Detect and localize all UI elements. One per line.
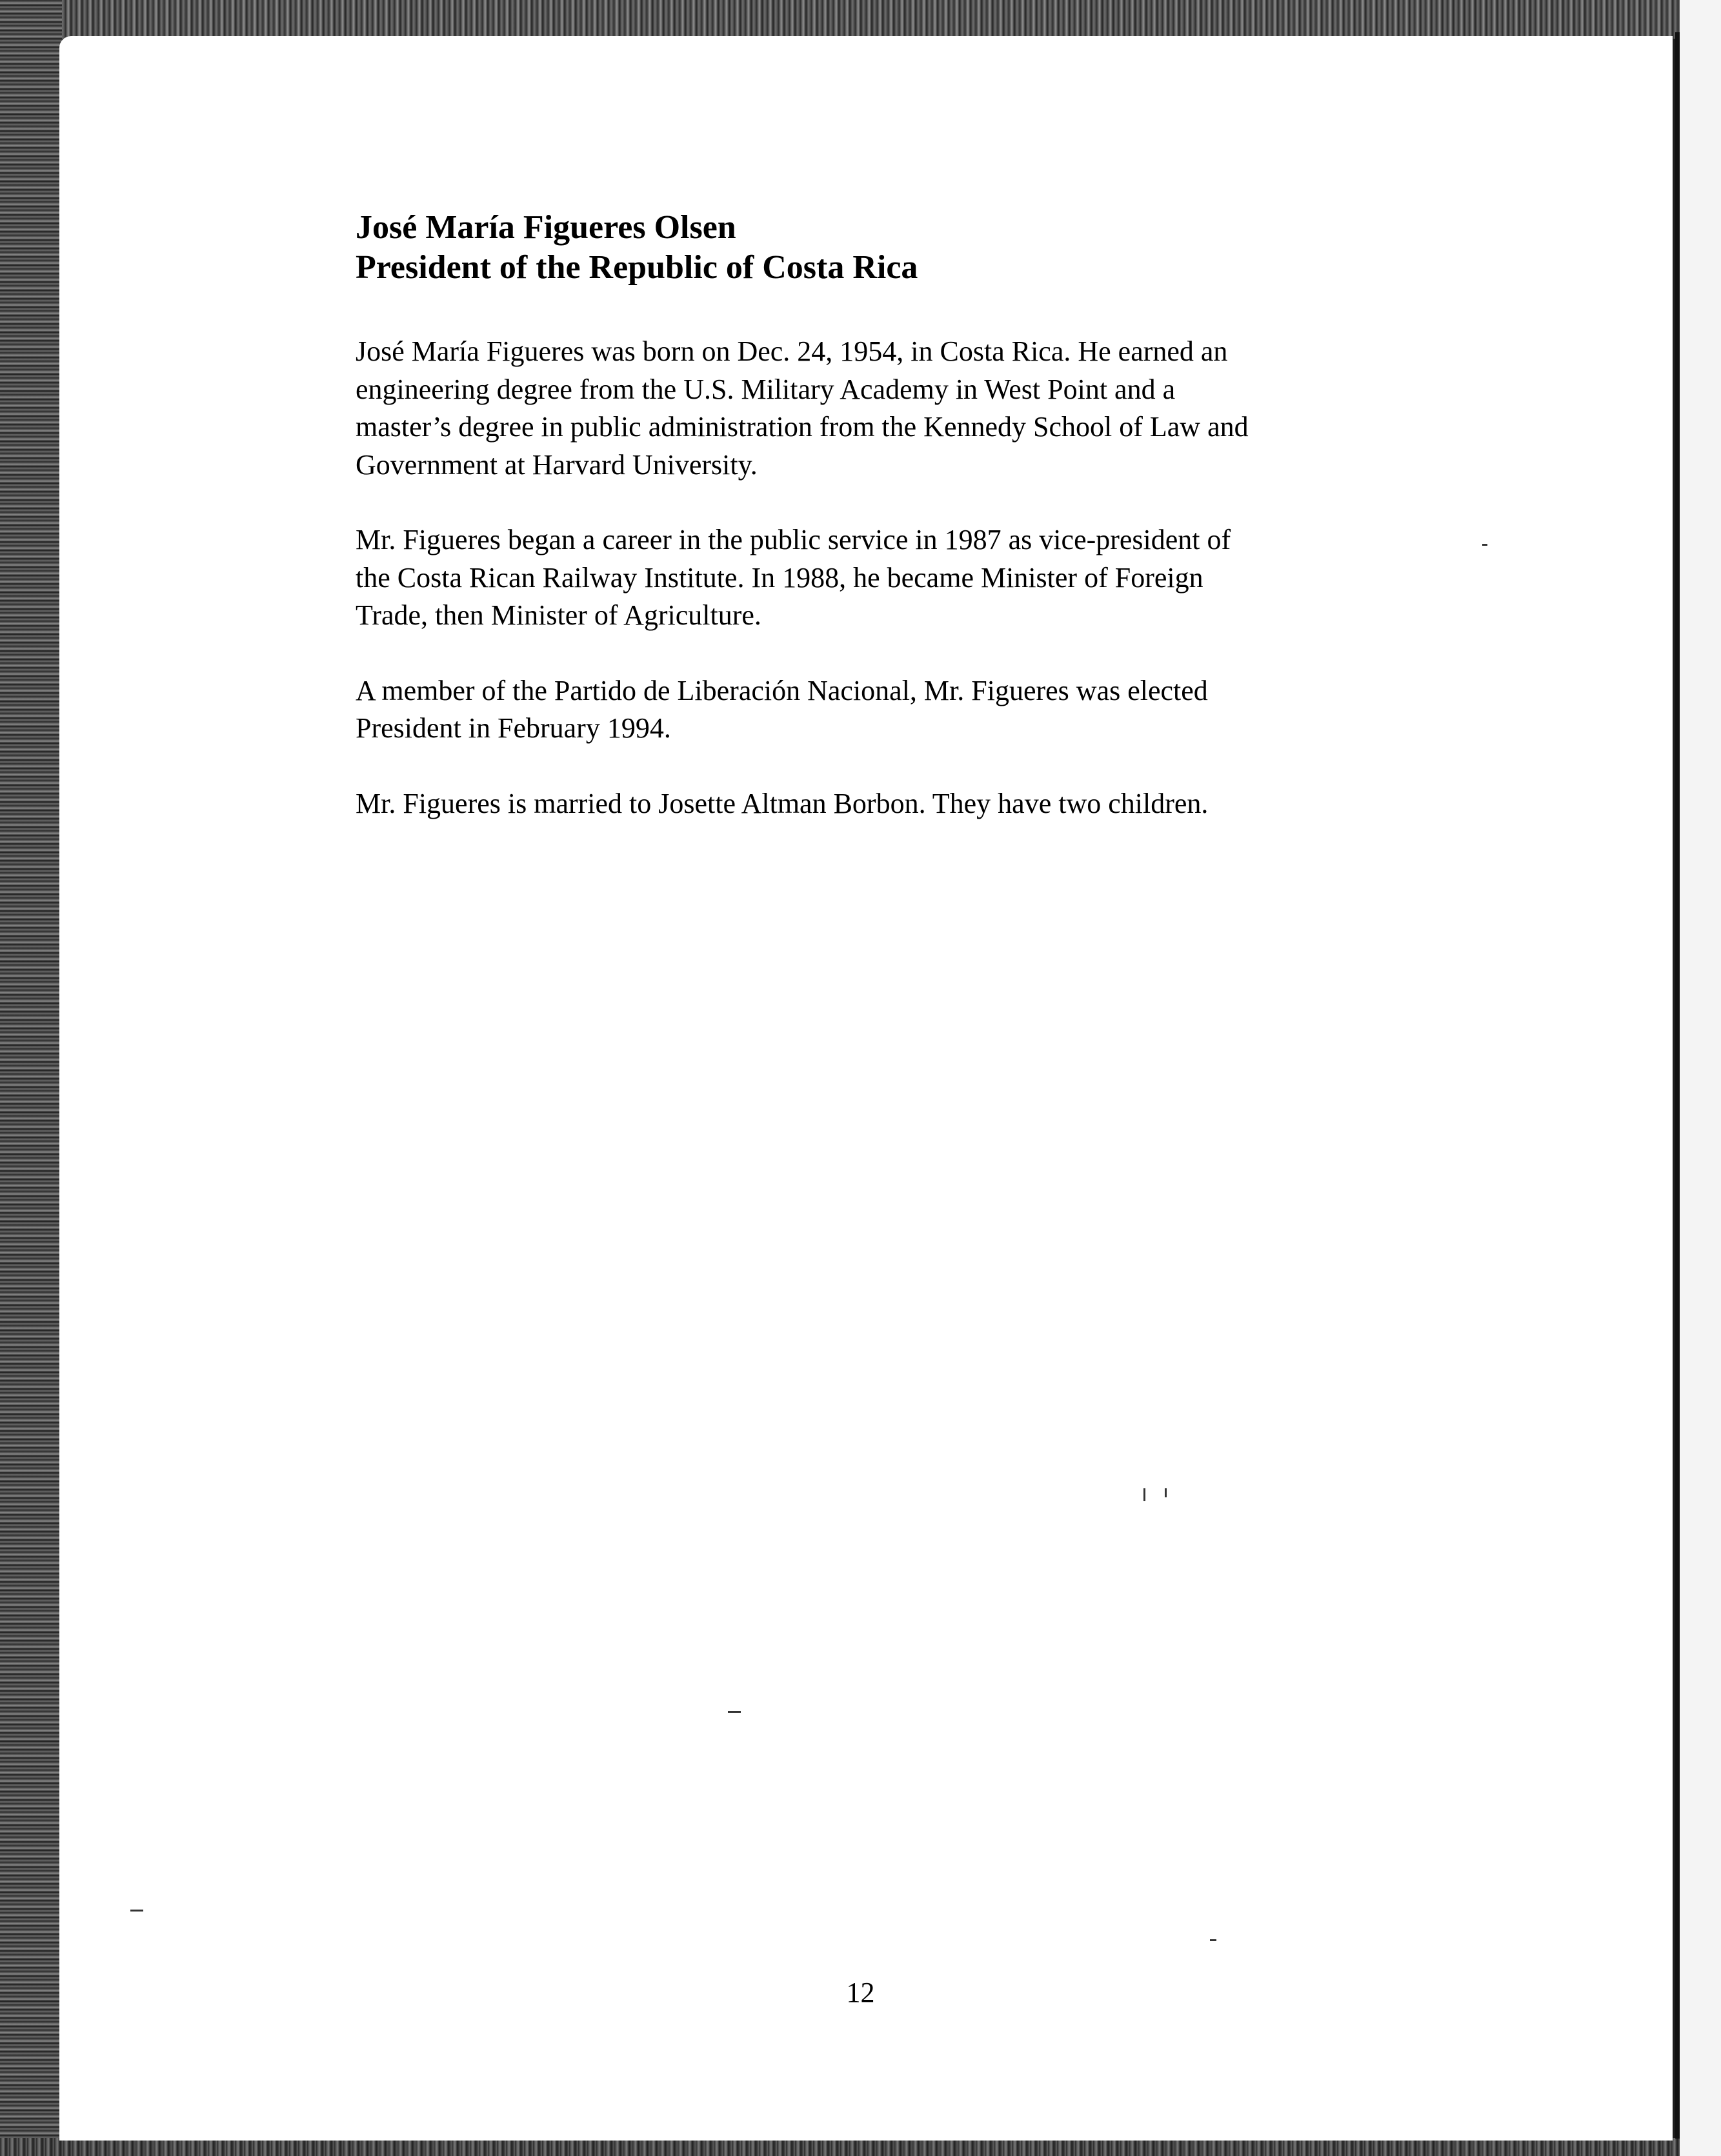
scan-left-edge xyxy=(0,0,62,2156)
scan-speck xyxy=(130,1910,143,1911)
biography-paragraph: A member of the Partido de Liberación Nacional, Mr. Figueres was elected President in February 1994. xyxy=(356,674,1208,744)
biography-paragraph: Mr. Figueres is married to Josette Altman Borbon. They have two children. xyxy=(356,787,1209,819)
person-name-heading: José María Figueres Olsen xyxy=(356,209,736,246)
scan-speck xyxy=(1143,1488,1145,1501)
scan-top-edge xyxy=(0,0,1721,39)
person-role-heading: President of the Republic of Costa Rica xyxy=(356,249,918,286)
scan-speck xyxy=(1210,1939,1216,1941)
scan-right-margin xyxy=(1680,0,1721,2156)
scan-speck xyxy=(1165,1488,1167,1497)
scan-speck xyxy=(1482,544,1487,546)
biography-paragraph: Mr. Figueres began a career in the public service in 1987 as vice-president of the Costa Rican Railway Institute. In 1988, he became Minister of Foreign Trade, then Minister of Agriculture. xyxy=(356,524,1231,631)
biography-paragraph: José María Figueres was born on Dec. 24, 1954, in Costa Rica. He earned an engineering degree from the U.S. Military Academy in West Point and a master’s degree in public administration from the Kennedy School of Law and Government at Harvard University. xyxy=(356,335,1249,481)
scan-bottom-edge xyxy=(0,2138,1721,2156)
page-number: 12 xyxy=(846,1977,875,2008)
document-content xyxy=(356,208,1414,823)
scan-speck xyxy=(728,1711,741,1713)
page-right-border xyxy=(1675,32,1680,2139)
